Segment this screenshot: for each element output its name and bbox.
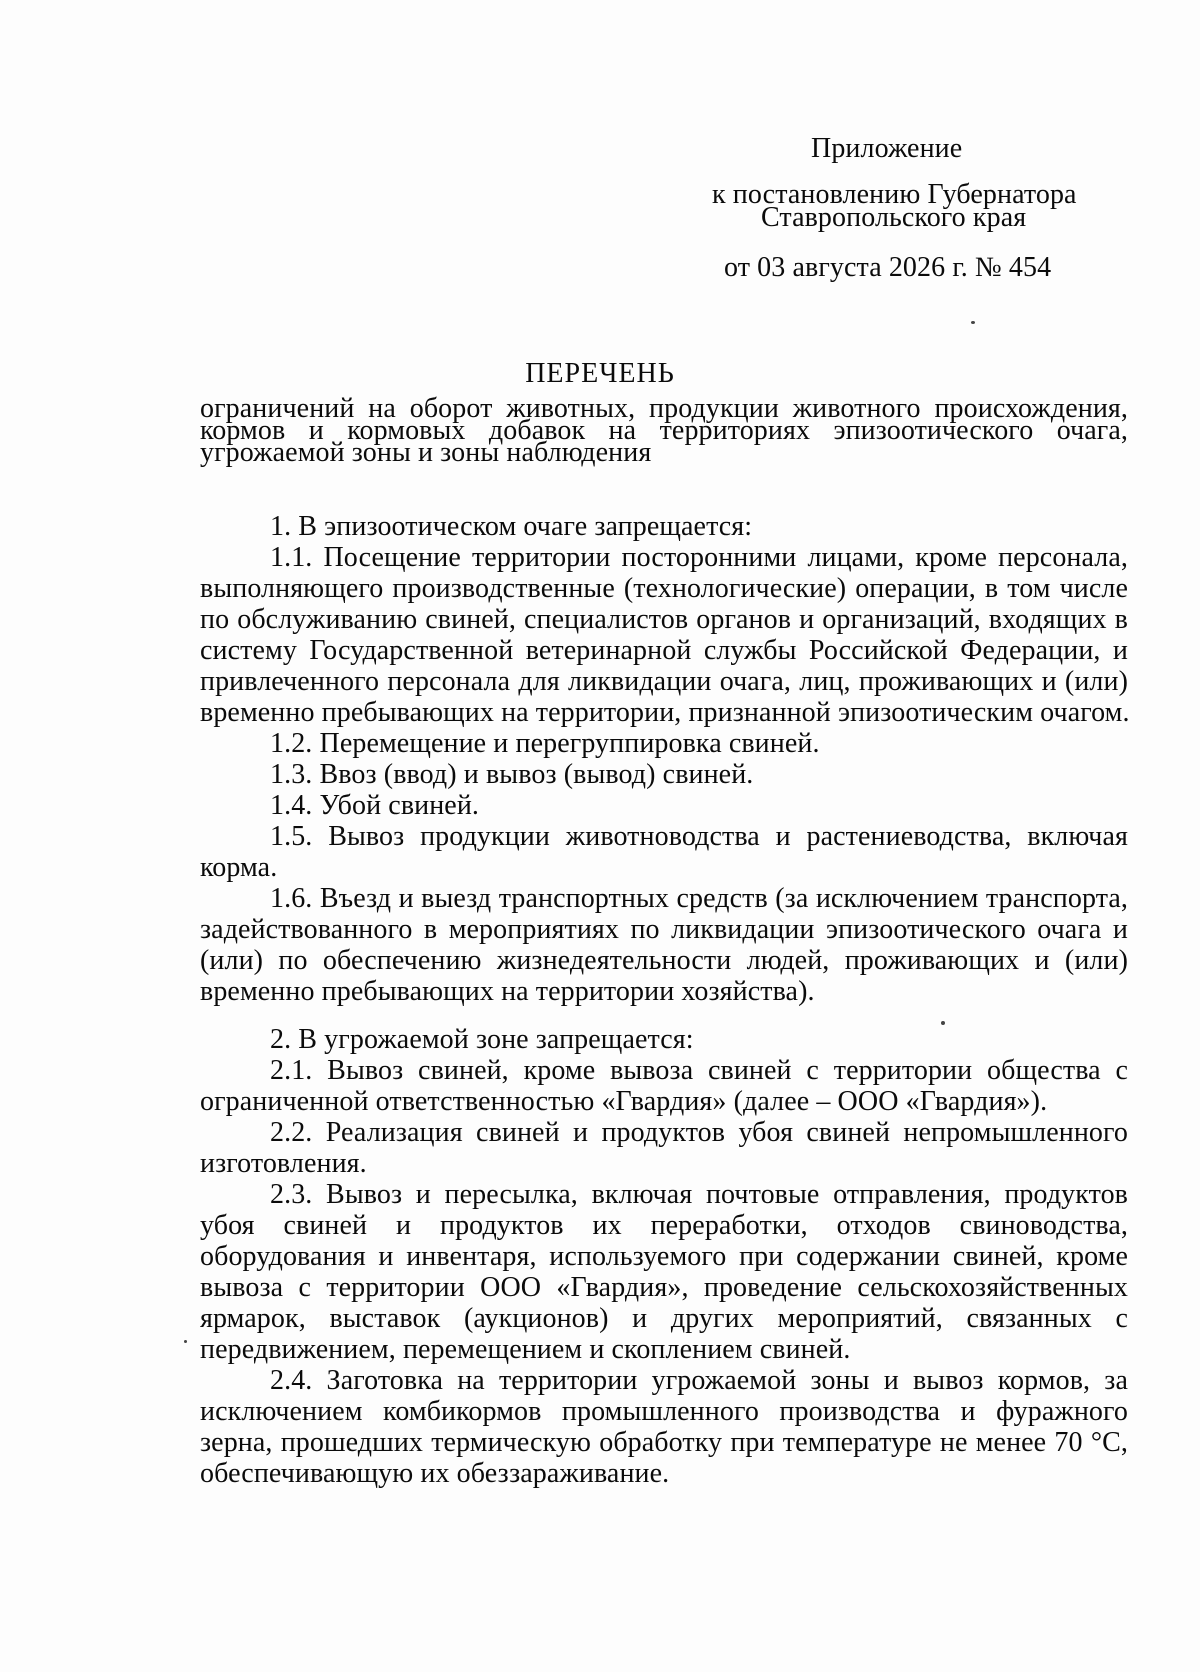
decree-date-number: от 03 августа 2026 г. № 454 (724, 252, 1052, 283)
paragraph-line: корма. (200, 852, 278, 883)
paragraph-line: 1.2. Перемещение и перегруппировка свиней. (270, 728, 820, 759)
paragraph-line: 1.5. Вывоз продукции животноводства и растениеводства, включая (270, 821, 1128, 852)
scan-speck (184, 1340, 187, 1343)
scan-speck (971, 321, 975, 324)
document-subtitle (200, 393, 1128, 468)
paragraph-line: систему Государственной ветеринарной службы Российской Федерации, и (200, 635, 1128, 666)
paragraph-line: по обслуживанию свиней, специалистов органов и организаций, входящих в (200, 604, 1128, 635)
subtitle-line: угрожаемой зоны и зоны наблюдения (200, 437, 652, 468)
paragraph-line: изготовления. (200, 1148, 367, 1179)
paragraph-line: привлеченного персонала для ликвидации очага, лиц, проживающих и (или) (200, 666, 1128, 697)
paragraph-line: передвижением, перемещением и скоплением свиней. (200, 1334, 851, 1365)
paragraph-line: вывоза с территории ООО «Гвардия», проведение сельскохозяйственных (200, 1272, 1128, 1303)
subtitle-line: кормов и кормовых добавок на территориях эпизоотического очага, (200, 415, 1128, 446)
paragraph-line: 2.1. Вывоз свиней, кроме вывоза свиней с территории общества с (270, 1055, 1128, 1086)
paragraph-line: зерна, прошедших термическую обработку при температуре не менее 70 °С, (200, 1427, 1128, 1458)
section-heading: 2. В угрожаемой зоне запрещается: (270, 1024, 694, 1055)
paragraph-line: (или) по обеспечению жизнедеятельности людей, проживающих и (или) (200, 945, 1128, 976)
paragraph-line: 2.3. Вывоз и пересылка, включая почтовые отправления, продуктов (270, 1179, 1128, 1210)
paragraph-line: 2.4. Заготовка на территории угрожаемой зоны и вывоз кормов, за (270, 1365, 1128, 1396)
paragraph-line: 1.3. Ввоз (ввод) и вывоз (вывод) свиней. (270, 759, 754, 790)
document-title: ПЕРЕЧЕНЬ (525, 358, 675, 389)
paragraph-line: выполняющего производственные (технологические) операции, в том числе (200, 573, 1128, 604)
section-1 (200, 511, 1128, 1007)
decree-reference: к постановлению Губернатора (712, 179, 1077, 210)
section-heading: 1. В эпизоотическом очаге запрещается: (270, 511, 753, 542)
paragraph-line: временно пребывающих на территории, признанной эпизоотическим очагом. (200, 697, 1130, 728)
paragraph-line: ограниченной ответственностью «Гвардия» (далее – ООО «Гвардия»). (200, 1086, 1048, 1117)
scan-speck (941, 1021, 945, 1025)
subtitle-line: ограничений на оборот животных, продукции животного происхождения, (200, 393, 1128, 424)
appendix-label: Приложение (811, 133, 963, 164)
paragraph-line: ярмарок, выставок (аукционов) и других мероприятий, связанных с (200, 1303, 1128, 1334)
paragraph-line: обеспечивающую их обеззараживание. (200, 1458, 670, 1489)
paragraph-line: убоя свиней и продуктов их переработки, отходов свиноводства, (200, 1210, 1128, 1241)
paragraph-line: 1.1. Посещение территории посторонними лицами, кроме персонала, (270, 542, 1128, 573)
paragraph-line: 2.2. Реализация свиней и продуктов убоя свиней непромышленного (270, 1117, 1128, 1148)
paragraph-line: 1.6. Въезд и выезд транспортных средств (за исключением транспорта, (270, 883, 1128, 914)
paragraph-line: 1.4. Убой свиней. (270, 790, 480, 821)
paragraph-line: оборудования и инвентаря, используемого при содержании свиней, кроме (200, 1241, 1128, 1272)
paragraph-line: временно пребывающих на территории хозяйства). (200, 976, 815, 1007)
paragraph-line: задействованного в мероприятиях по ликвидации эпизоотического очага и (200, 914, 1128, 945)
section-2 (200, 1024, 1128, 1489)
paragraph-line: исключением комбикормов промышленного производства и фуражного (200, 1396, 1128, 1427)
region-name: Ставропольского края (761, 202, 1027, 233)
